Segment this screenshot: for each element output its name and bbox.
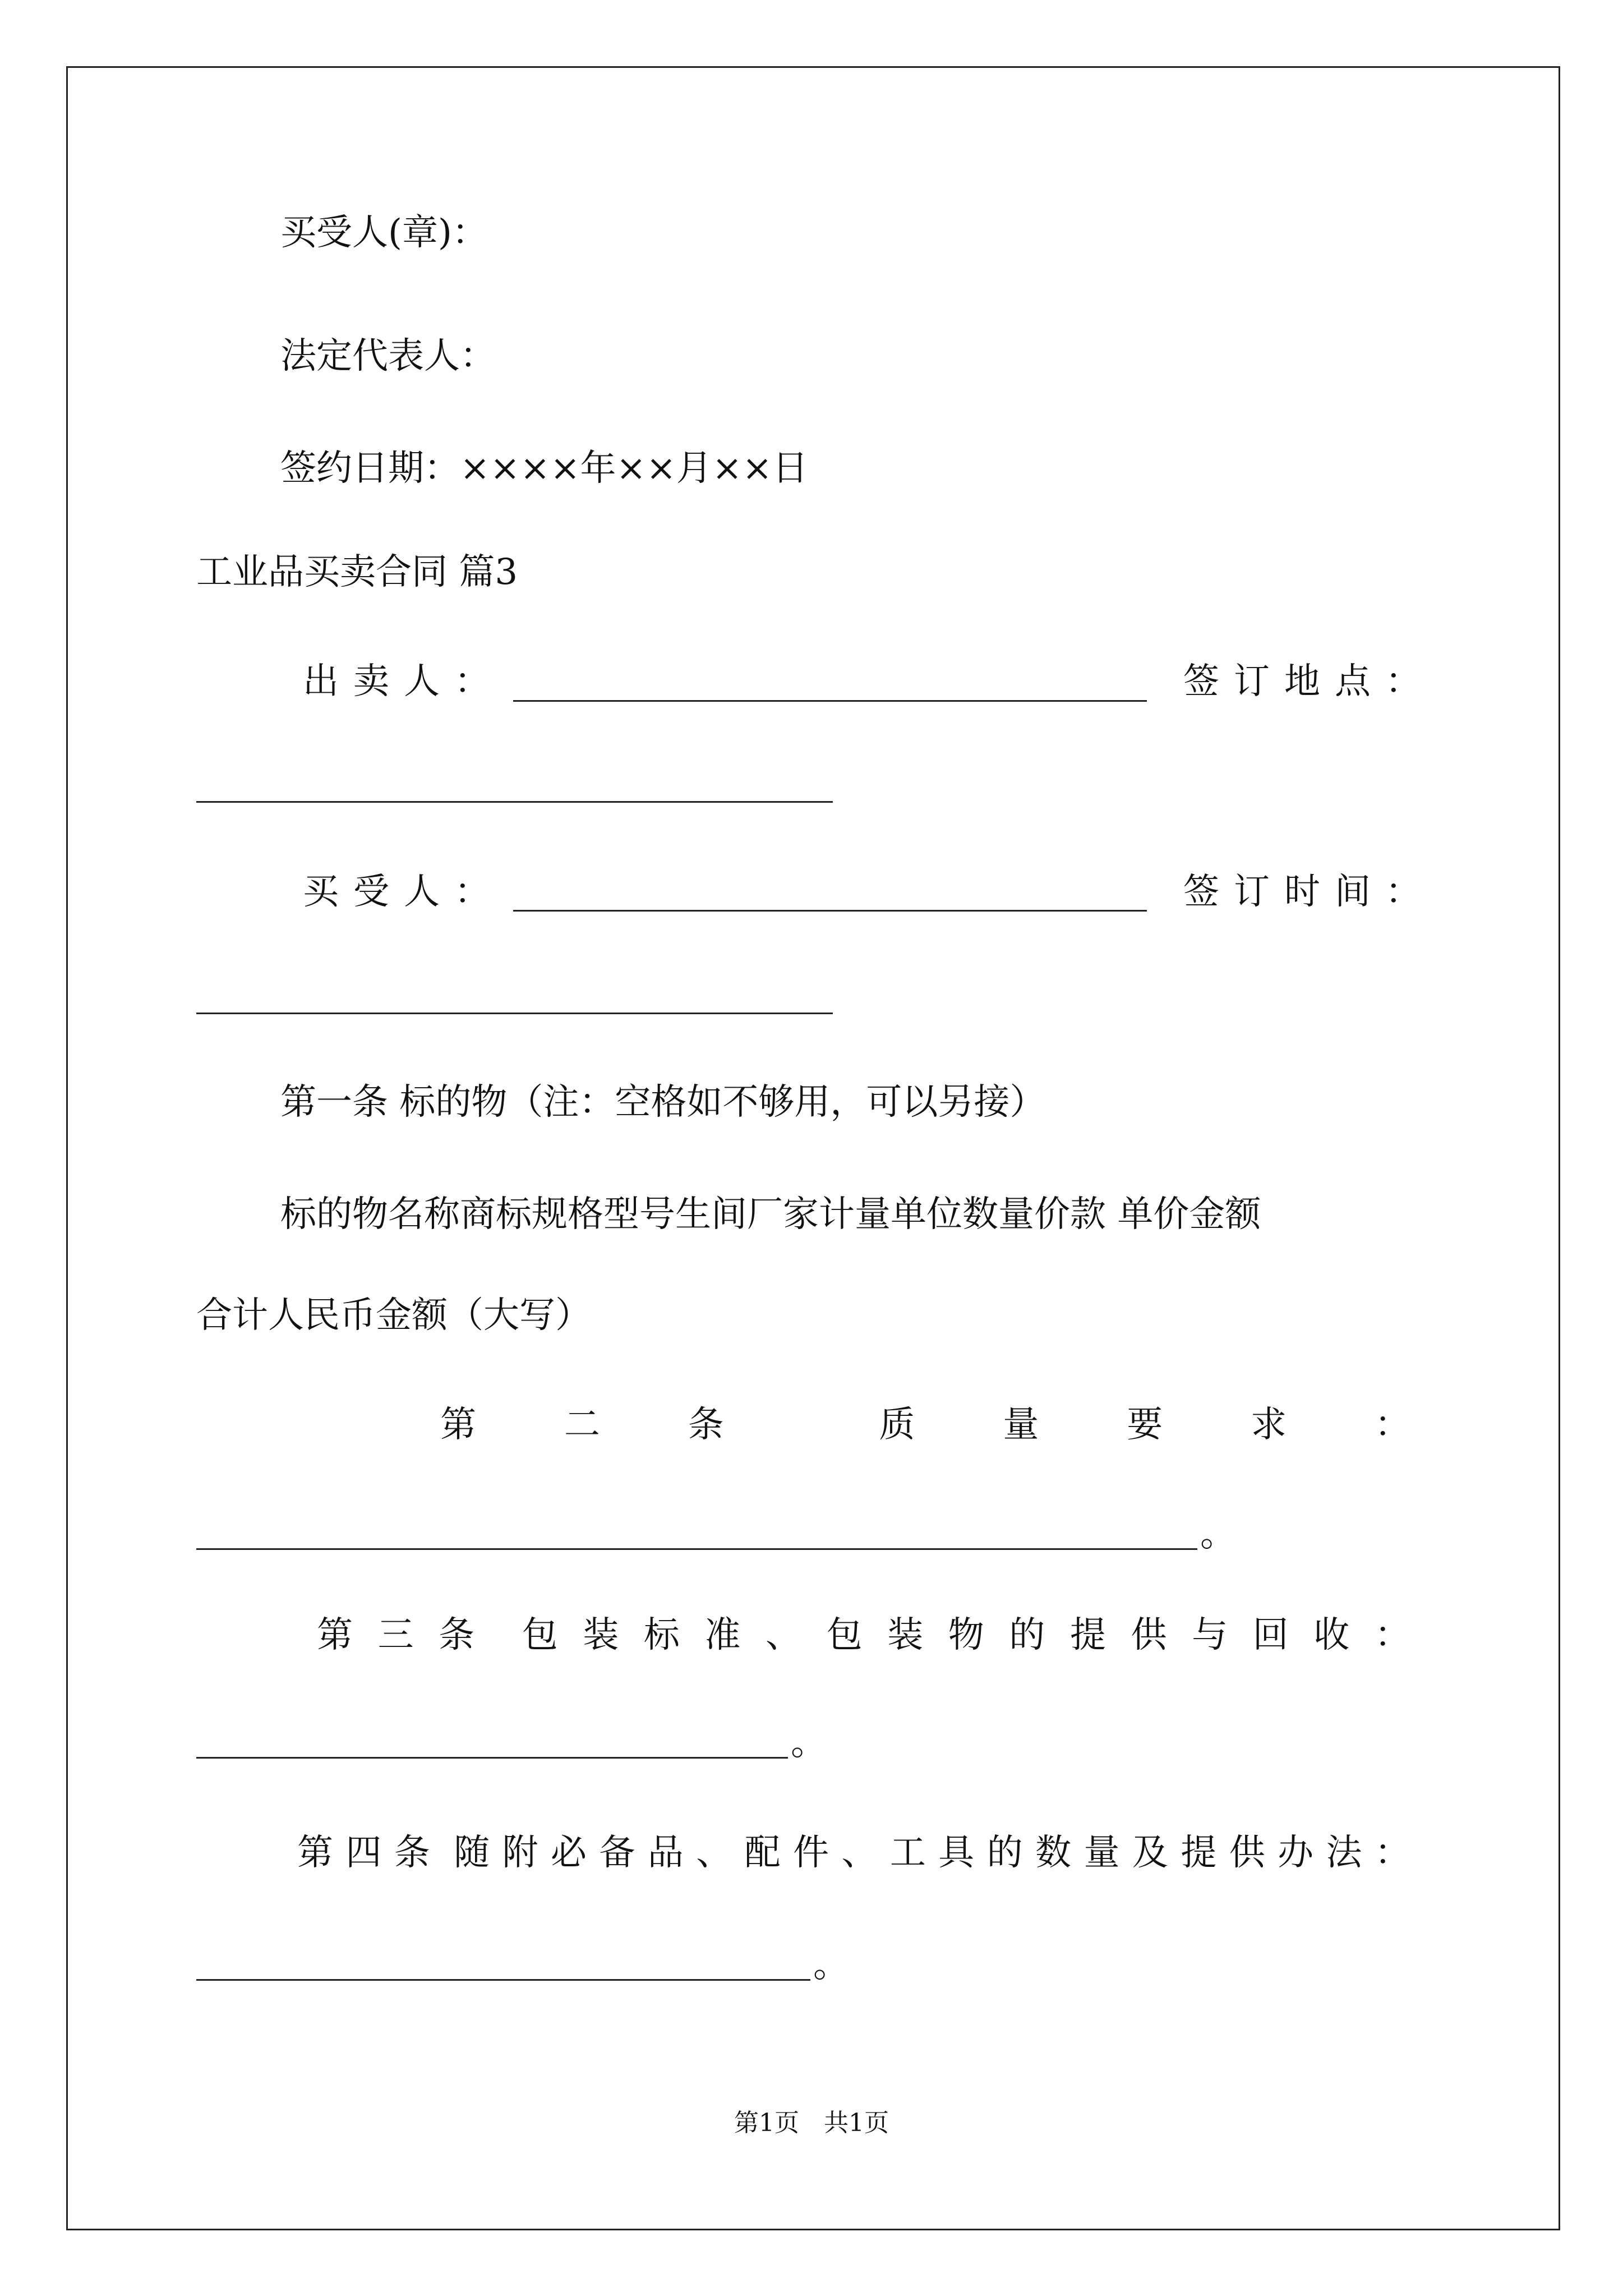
article3-char: 包 [522, 1614, 558, 1656]
article3-char: 装 [583, 1614, 619, 1656]
article2-char: 二 [564, 1404, 600, 1446]
article3-char: 的 [1009, 1614, 1045, 1656]
article4-char: 、 [841, 1832, 878, 1874]
article4-char: 数 [1035, 1832, 1072, 1874]
sign-time-blank [196, 1013, 833, 1014]
article4-period: 。 [813, 1944, 849, 1986]
article2-char: 第 [440, 1404, 476, 1446]
article4-char: 、 [696, 1832, 732, 1874]
article2-char: 质 [879, 1404, 915, 1446]
article3-blank [196, 1757, 788, 1759]
article3-char: 供 [1131, 1614, 1167, 1656]
article2-blank [196, 1548, 1197, 1550]
article4-char: ： [1374, 1832, 1410, 1874]
article4-char: 附 [502, 1832, 538, 1874]
sign-time-label: 签订时间： [1183, 871, 1436, 913]
buyer-seal-line: 买受人(章)： [280, 212, 488, 254]
article3-char: 三 [377, 1614, 414, 1656]
article4-char: 四 [345, 1832, 382, 1874]
article3-char: 第 [317, 1614, 353, 1656]
article4-char: 随 [454, 1832, 490, 1874]
article3-char: ： [1374, 1614, 1410, 1656]
article2-char: 条 [688, 1404, 724, 1446]
article3-char: 与 [1192, 1614, 1228, 1656]
article4-char: 量 [1083, 1832, 1120, 1874]
buyer-blank [513, 910, 1147, 912]
article3-char: 、 [766, 1614, 802, 1656]
article2-char: 量 [1003, 1404, 1039, 1446]
article3-period: 。 [791, 1722, 827, 1764]
article4-char: 品 [647, 1832, 684, 1874]
article4-char: 法 [1326, 1832, 1362, 1874]
article4-char: 具 [938, 1832, 975, 1874]
seller-label: 出卖人： [303, 661, 505, 702]
article3-char: 条 [439, 1614, 475, 1656]
article1-total: 合计人民币金额（大写） [196, 1295, 591, 1336]
article2-char: 求 [1251, 1404, 1287, 1446]
sign-place-label: 签订地点： [1183, 661, 1436, 702]
article4-char: 工 [889, 1832, 926, 1874]
article3-char: 准 [704, 1614, 741, 1656]
article4-char: 的 [986, 1832, 1023, 1874]
article4-char: 供 [1229, 1832, 1265, 1874]
article2-line [440, 1400, 1410, 1450]
article2-period: 。 [1200, 1513, 1236, 1555]
article3-char: 收 [1313, 1614, 1350, 1656]
article3-char: 回 [1252, 1614, 1289, 1656]
article3-char: 提 [1069, 1614, 1106, 1656]
article4-char: 备 [599, 1832, 635, 1874]
sign-date-line: 签约日期：××××年××月××日 [280, 448, 808, 489]
article4-char: 必 [551, 1832, 587, 1874]
article4-char: 条 [394, 1832, 430, 1874]
article4-char: 件 [793, 1832, 829, 1874]
article2-char: ： [1374, 1404, 1410, 1446]
article4-char: 提 [1181, 1832, 1217, 1874]
section-heading: 工业品买卖合同 篇3 [196, 551, 518, 593]
sign-place-blank [196, 801, 833, 803]
buyer-label: 买受人： [303, 871, 505, 913]
article4-line [297, 1828, 1410, 1878]
page-border [66, 66, 1560, 2230]
article3-char: 装 [887, 1614, 924, 1656]
article3-char: 标 [643, 1614, 680, 1656]
article4-char: 第 [297, 1832, 333, 1874]
legal-rep-line: 法定代表人： [280, 335, 496, 377]
article4-char: 及 [1132, 1832, 1168, 1874]
article4-blank [196, 1979, 810, 1981]
article4-char: 配 [744, 1832, 781, 1874]
article3-char: 物 [948, 1614, 984, 1656]
article3-line [317, 1610, 1410, 1660]
article4-char: 办 [1278, 1832, 1314, 1874]
article1-columns: 标的物名称商标规格型号生间厂家计量单位数量价款 单价金额 [280, 1194, 1261, 1235]
page-footer: 第1页 共1页 [734, 2109, 889, 2137]
article1-line: 第一条 标的物（注：空格如不够用，可以另接） [280, 1082, 1046, 1123]
article3-char: 包 [826, 1614, 863, 1656]
article2-char: 要 [1127, 1404, 1163, 1446]
seller-blank [513, 700, 1147, 702]
